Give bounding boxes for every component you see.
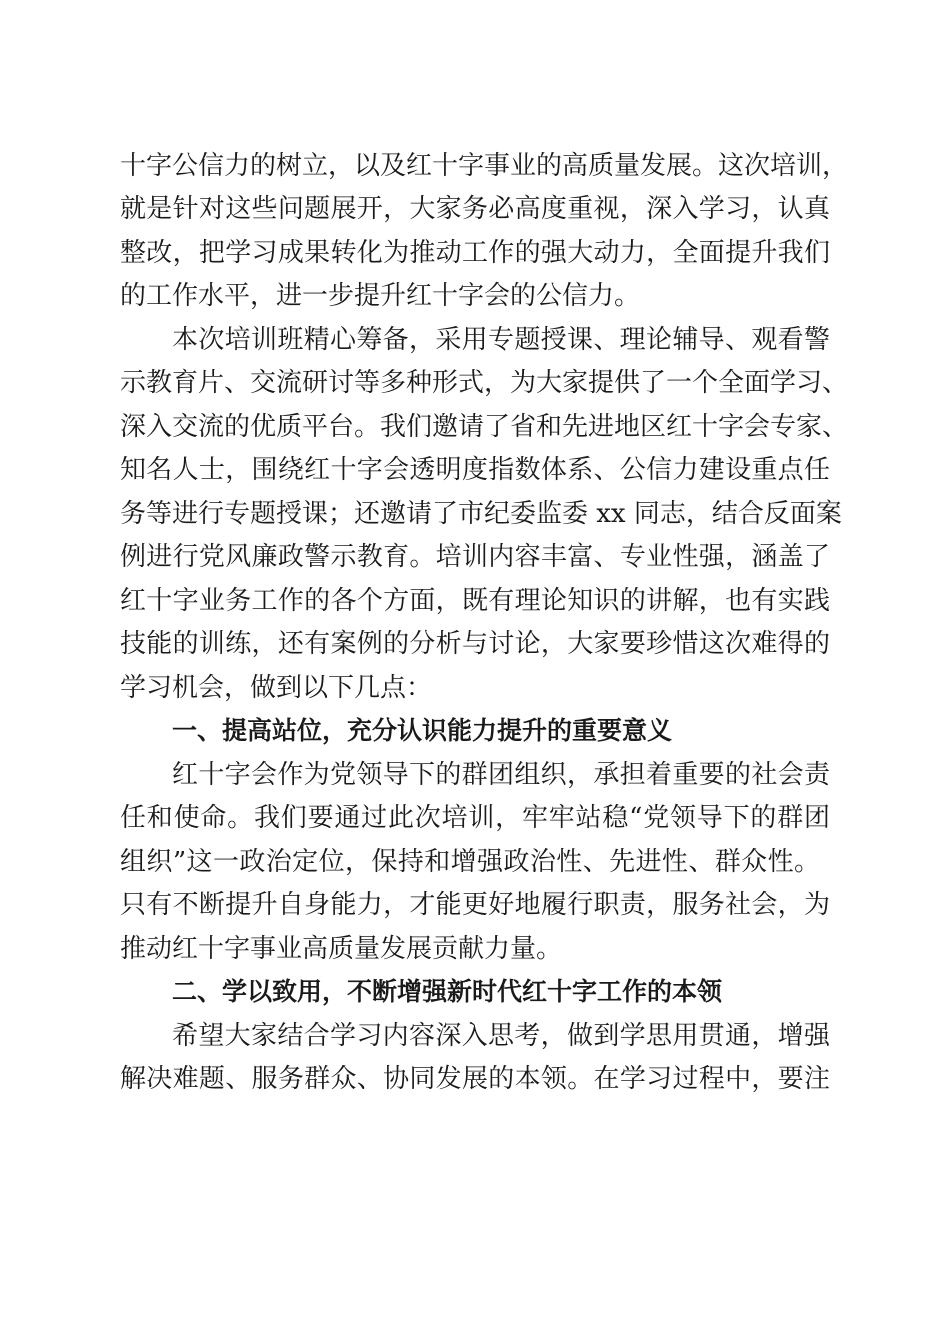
text-line: 深入交流的优质平台。我们邀请了省和先进地区红十字会专家、 bbox=[120, 412, 849, 442]
text-line: 例进行党风廉政警示教育。培训内容丰富、专业性强，涵盖了 bbox=[120, 542, 830, 572]
text-line: 本次培训班精心筹备，采用专题授课、理论辅导、观看警 bbox=[172, 325, 830, 355]
text-line: 组织”这一政治定位，保持和增强政治性、先进性、群众性。 bbox=[120, 847, 820, 877]
text-line: 红十字会作为党领导下的群团组织，承担着重要的社会责 bbox=[172, 760, 830, 790]
text-line: 十字公信力的树立，以及红十字事业的高质量发展。这次培训， bbox=[120, 151, 849, 181]
text-line: 推动红十字事业高质量发展贡献力量。 bbox=[120, 934, 563, 964]
text-line: 知名人士，围绕红十字会透明度指数体系、公信力建设重点任 bbox=[120, 455, 830, 485]
text-line: 务等进行专题授课；还邀请了市纪委监委 xx 同志，结合反面案 bbox=[120, 499, 842, 529]
text-line: 示教育片、交流研讨等多种形式，为大家提供了一个全面学习、 bbox=[120, 368, 849, 398]
text-line: 技能的训练，还有案例的分析与讨论，大家要珍惜这次难得的 bbox=[120, 629, 830, 659]
text-line: 只有不断提升自身能力，才能更好地履行职责，服务社会，为 bbox=[120, 890, 830, 920]
text-line: 希望大家结合学习内容深入思考，做到学思用贯通，增强 bbox=[172, 1021, 830, 1051]
section-heading: 一、提高站位，充分认识能力提升的重要意义 bbox=[172, 716, 673, 745]
section-heading: 二、学以致用，不断增强新时代红十字工作的本领 bbox=[172, 977, 723, 1006]
text-line: 解决难题、服务群众、协同发展的本领。在学习过程中，要注 bbox=[120, 1064, 830, 1094]
text-line: 学习机会，做到以下几点： bbox=[120, 673, 433, 703]
text-line: 任和使命。我们要通过此次培训，牢牢站稳“党领导下的群团 bbox=[120, 803, 830, 833]
text-line: 红十字业务工作的各个方面，既有理论知识的讲解，也有实践 bbox=[120, 586, 830, 616]
text-line: 整改，把学习成果转化为推动工作的强大动力，全面提升我们 bbox=[120, 238, 830, 268]
text-line: 就是针对这些问题展开，大家务必高度重视，深入学习，认真 bbox=[120, 194, 830, 224]
text-line: 的工作水平，进一步提升红十字会的公信力。 bbox=[120, 281, 641, 311]
